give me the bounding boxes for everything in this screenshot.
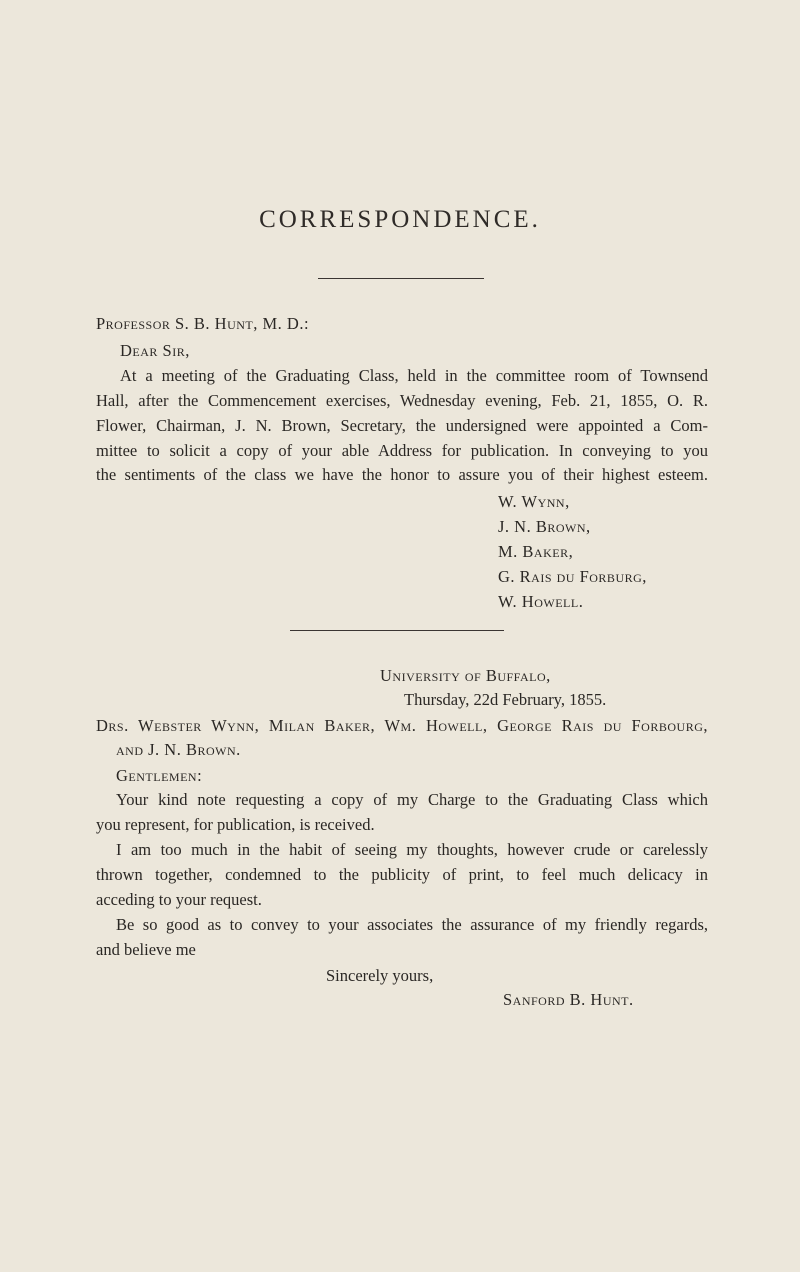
- letter1-body-line: Hall, after the Commencement exercises, Wednesday evening, Feb. 21, 1855, O. R.: [96, 391, 708, 410]
- letter1-body-line: mittee to solicit a copy of your able Address for publication. In conveying to you: [96, 441, 708, 460]
- signatory: J. N. Brown,: [498, 517, 591, 536]
- signatory: W. Wynn,: [498, 492, 570, 511]
- letter2-body-line: acceding to your request.: [96, 890, 262, 909]
- letter1-body-line: Flower, Chairman, J. N. Brown, Secretary, the undersigned were appointed a Com-: [96, 416, 708, 435]
- letter2-salutation: Gentlemen:: [116, 766, 203, 785]
- letter2-signature: Sanford B. Hunt.: [503, 990, 634, 1009]
- signatory: W. Howell.: [498, 592, 584, 611]
- letter2-addressee: Drs. Webster Wynn, Milan Baker, Wm. Howell, George Rais du Forbourg,: [96, 716, 708, 735]
- letter2-body-line: thrown together, condemned to the publicity of print, to feel much delicacy in: [96, 865, 708, 884]
- title-divider: [318, 278, 484, 279]
- letter2-date: Thursday, 22d February, 1855.: [404, 690, 607, 709]
- section-divider: [290, 630, 504, 631]
- letter2-body-line: Be so good as to convey to your associates the assurance of my friendly regards,: [116, 915, 708, 934]
- letter2-addressee-continued: and J. N. Brown.: [116, 740, 241, 759]
- letter2-body-line: I am too much in the habit of seeing my thoughts, however crude or carelessly: [116, 840, 708, 859]
- letter1-salutation: Dear Sir,: [120, 341, 190, 360]
- letter1-body-line: the sentiments of the class we have the honor to assure you of their highest esteem.: [96, 465, 708, 484]
- letter2-place: University of Buffalo,: [380, 666, 551, 685]
- signatory: M. Baker,: [498, 542, 574, 561]
- letter1-body-line: At a meeting of the Graduating Class, held in the committee room of Townsend: [120, 366, 708, 385]
- letter2-body-line: and believe me: [96, 940, 196, 959]
- page-title: CORRESPONDENCE.: [259, 206, 541, 233]
- letter2-body-line: Your kind note requesting a copy of my Charge to the Graduating Class which: [116, 790, 708, 809]
- letter2-body-line: you represent, for publication, is received.: [96, 815, 375, 834]
- letter2-closing: Sincerely yours,: [326, 966, 434, 985]
- letter1-addressee: Professor S. B. Hunt, M. D.:: [96, 314, 310, 333]
- signatory: G. Rais du Forburg,: [498, 567, 647, 586]
